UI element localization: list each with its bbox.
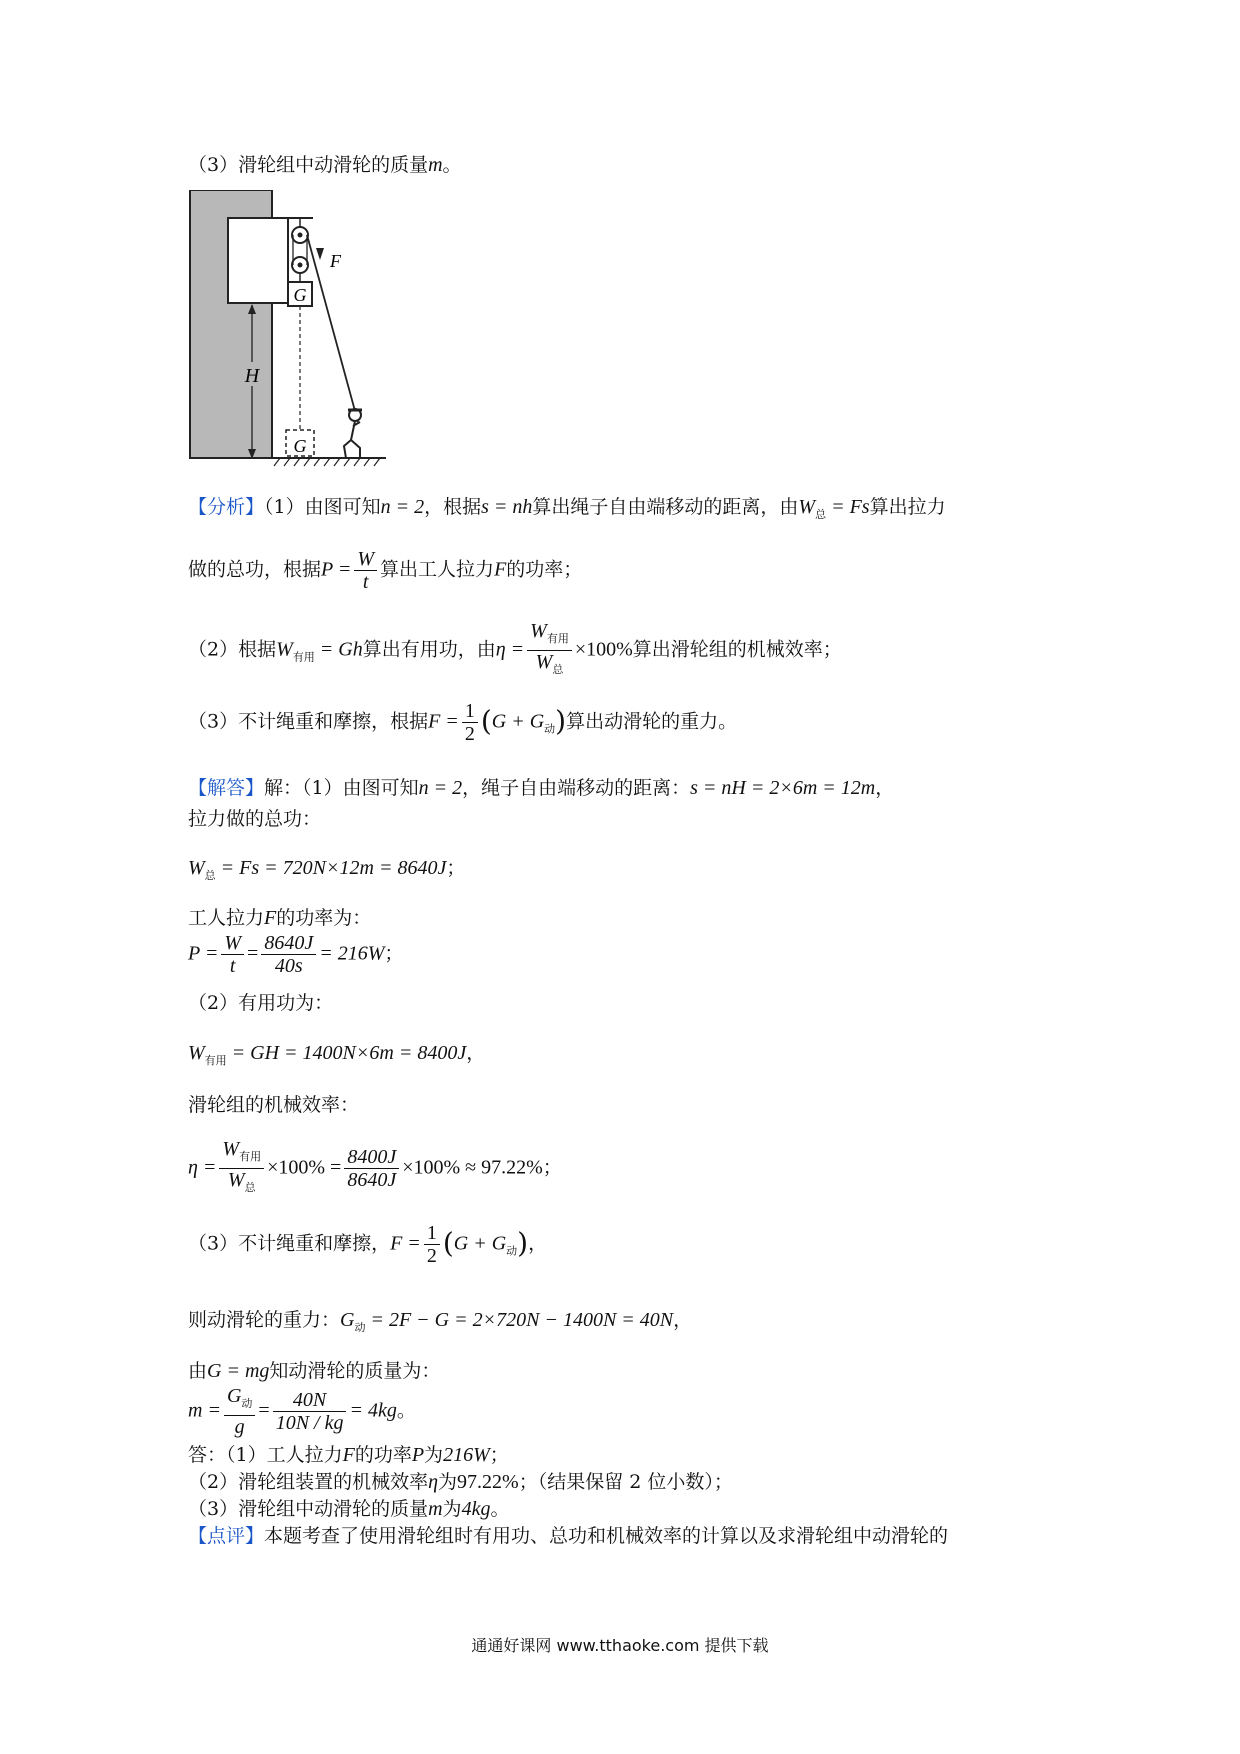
question-3-text: （3）滑轮组中动滑轮的质量 xyxy=(188,154,429,176)
solution-line-6: （2）有用功为： xyxy=(188,992,334,1014)
question-3 xyxy=(188,152,462,178)
solution-line-9: η = $\frac{W_{有用}}{W_总}$ ×100% = $\frac{8400J}{8640J}$ ×100% ≈ 97.22%； xyxy=(188,1138,562,1194)
window-opening xyxy=(228,218,288,303)
fraction: $\frac{G_动}{g}$ xyxy=(224,1385,255,1438)
analysis-line-4: （3）不计绳重和摩擦，根据F = $\frac{1}{2}$ $(G + G_动)$算出动滑轮的重力。 xyxy=(188,700,738,745)
footer: 通通好课网 www.tthaoke.com 提供下载 xyxy=(471,1636,769,1655)
fraction: $\frac{W}{t}$ xyxy=(354,548,377,593)
answer-line-3: （3）滑轮组中动滑轮的质量m为4kg。 xyxy=(188,1498,510,1520)
analysis-tag: 【分析】 xyxy=(188,496,265,518)
label-F: F xyxy=(330,251,341,271)
solution-line-7: $W_{有用}$ = GH = 1400N×6m = 8400J， xyxy=(188,1042,486,1067)
force-arrow xyxy=(316,248,324,260)
question-3-end: 。 xyxy=(442,154,462,176)
solution-line-2: 拉力做的总功： xyxy=(188,808,322,830)
answer-line-1: 答：（1）工人拉力F的功率P为216W； xyxy=(188,1444,509,1466)
fraction: $\frac{W_{有用}}{W_总}$ xyxy=(219,1138,264,1199)
comment-tag: 【点评】 xyxy=(188,1525,265,1547)
analysis-line-2: 做的总功，根据P = $\frac{W}{t}$ 算出工人拉力F的功率； xyxy=(188,548,583,593)
label-G-bottom: G xyxy=(293,436,307,456)
solution-line-3: $W_总 = Fs = 720N\times 12m = 8640J$； xyxy=(188,857,466,882)
fraction: $\frac{1}{2}$ xyxy=(424,1222,440,1267)
analysis-line-3: （2）根据$W_{有用} = Gh$算出有用功，由η = $\frac{W_{有用}}{W_总}$ ×100%算出滑轮组的机械效率； xyxy=(188,620,842,680)
label-H: H xyxy=(244,365,260,387)
solution-line-5: P = $\frac{W}{t}$ = $\frac{8640J}{40s}$ = 216W； xyxy=(188,932,404,977)
worker xyxy=(344,409,362,458)
solution-line-1: 【解答】解：（1）由图可知n = 2，绳子自由端移动的距离：s = nH = 2×6m = 12m， xyxy=(188,777,895,799)
solution-line-8: 滑轮组的机械效率： xyxy=(188,1094,360,1116)
answer-line-2: （2）滑轮组装置的机械效率η为97.22%；（结果保留 2 位小数）； xyxy=(188,1471,733,1493)
solution-line-12: 由G = mg知动滑轮的质量为： xyxy=(188,1360,441,1382)
fraction: $\frac{40N}{10N / kg}$ xyxy=(273,1389,347,1434)
fraction: $\frac{1}{2}$ xyxy=(462,700,478,745)
fraction: $\frac{W_{有用}}{W_总}$ xyxy=(527,620,572,681)
solution-tag: 【解答】 xyxy=(188,777,265,799)
ground-hatch xyxy=(274,458,380,466)
solution-line-4: 工人拉力F的功率为： xyxy=(188,907,372,929)
solution-line-11: 则动滑轮的重力：$G_动 = 2F - G = 2\times 720N - 1400N = 40N$， xyxy=(188,1309,693,1334)
solution-line-10: （3）不计绳重和摩擦，F = $\frac{1}{2}$ $(G + G_动)$， xyxy=(188,1222,548,1267)
fraction: $\frac{8400J}{8640J}$ xyxy=(344,1146,399,1191)
comment-line: 【点评】本题考查了使用滑轮组时有用功、总功和机械效率的计算以及求滑轮组中动滑轮的 xyxy=(188,1525,949,1547)
analysis-line-1: 【分析】（1）由图可知n = 2，根据s = nh算出绳子自由端移动的距离，由$W_总 = Fs$算出拉力 xyxy=(188,496,946,521)
question-3-variable: m xyxy=(428,154,443,176)
label-G-top: G xyxy=(293,285,307,305)
fraction: $\frac{W}{t}$ xyxy=(221,932,244,977)
solution-line-13: m = $\frac{G_动}{g}$ = $\frac{40N}{10N / kg}$ = 4kg。 xyxy=(188,1385,416,1438)
pulley-diagram xyxy=(188,190,388,470)
fraction: $\frac{8640J}{40s}$ xyxy=(261,932,316,977)
